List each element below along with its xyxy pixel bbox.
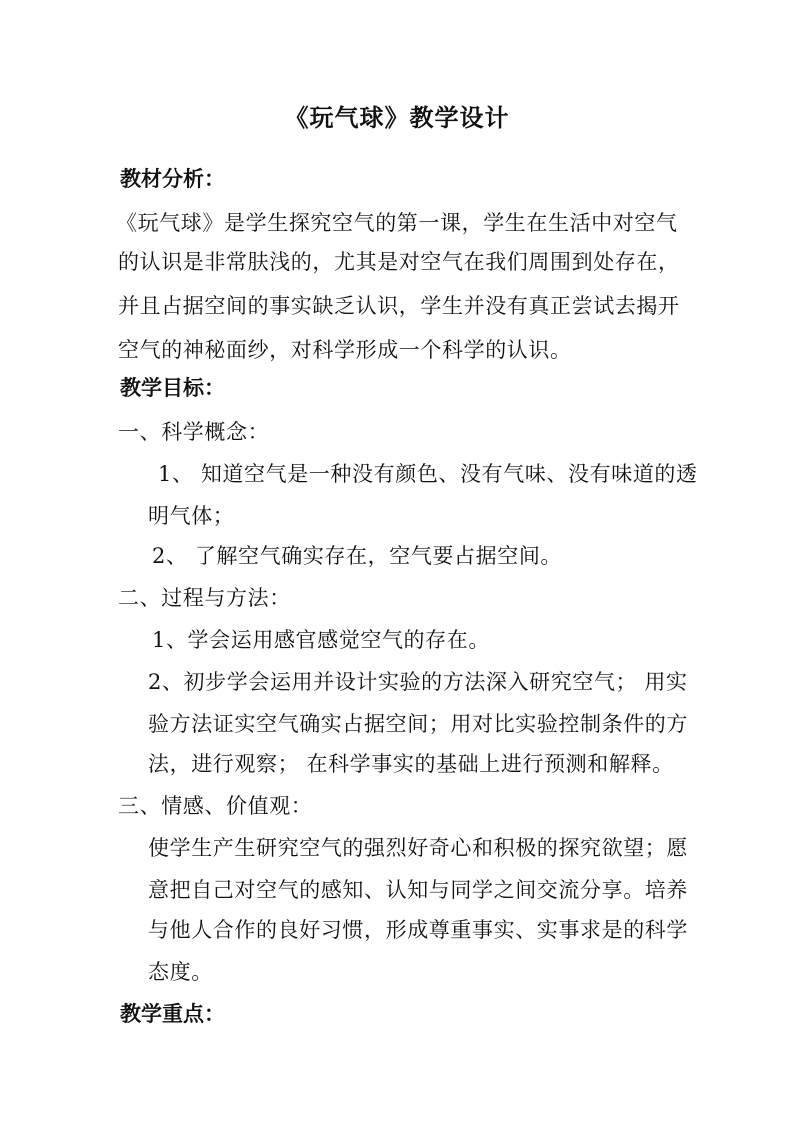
analysis-line: 的认识是非常肤浅的，尤其是对空气在我们周围到处存在， — [118, 250, 680, 274]
analysis-line: 《玩气球》是学生探究空气的第一课，学生在生活中对空气 — [116, 211, 678, 235]
subheading-concepts: 一、科学概念： — [118, 420, 270, 444]
analysis-line: 空气的神秘面纱，对科学形成一个科学的认识。 — [118, 338, 572, 362]
document-title: 《玩气球》教学设计 — [284, 103, 510, 132]
section-heading-analysis: 教材分析： — [120, 166, 225, 191]
concept-item: 1、 知道空气是一种没有颜色、没有气味、没有味道的透 — [158, 462, 698, 486]
values-line: 使学生产生研究空气的强烈好奇心和积极的探究欲望；愿 — [148, 836, 688, 860]
section-heading-goals: 教学目标： — [120, 375, 225, 400]
process-item-continuation: 法，进行观察； 在科学事实的基础上进行预测和解释。 — [148, 752, 674, 776]
process-item: 1、学会运用感官感觉空气的存在。 — [152, 628, 490, 652]
process-item: 2、初步学会运用并设计实验的方法深入研究空气； 用实 — [148, 670, 688, 694]
subheading-values: 三、情感、价值观： — [118, 794, 313, 818]
process-item-continuation: 验方法证实空气确实占据空间；用对比实验控制条件的方 — [148, 712, 688, 736]
concept-item: 2、 了解空气确实存在，空气要占据空间。 — [152, 544, 563, 568]
analysis-line: 并且占据空间的事实缺乏认识，学生并没有真正尝试去揭开 — [118, 294, 680, 318]
concept-item-continuation: 明气体； — [148, 504, 235, 528]
values-line: 态度。 — [148, 960, 213, 984]
section-heading-key-points: 教学重点： — [120, 1001, 225, 1026]
values-line: 与他人合作的良好习惯，形成尊重事实、实事求是的科学 — [148, 918, 688, 942]
subheading-process: 二、过程与方法： — [118, 586, 291, 610]
values-line: 意把自己对空气的感知、认知与同学之间交流分享。培养 — [148, 878, 688, 902]
